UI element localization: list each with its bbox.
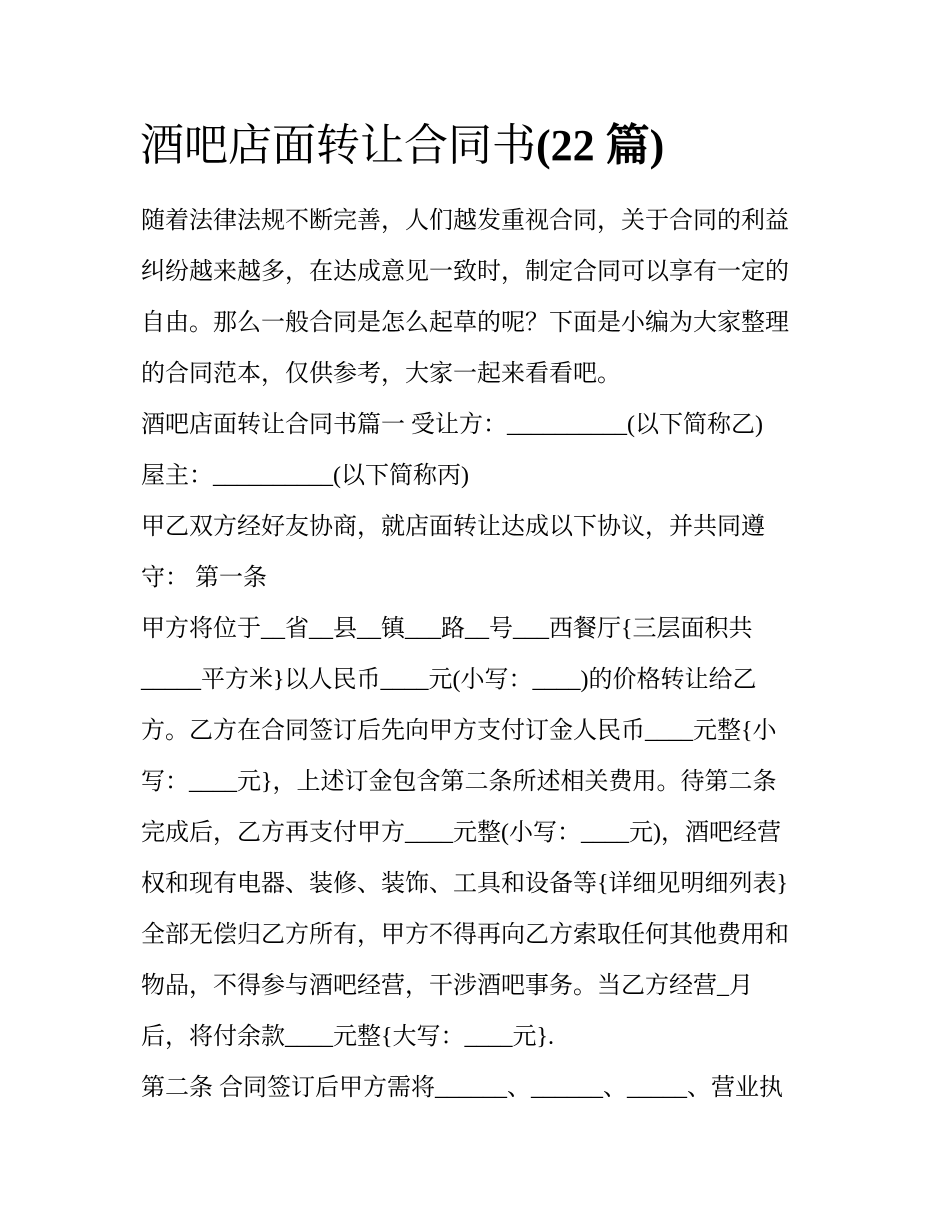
body-line: 甲乙双方经好友协商，就店面转让达成以下协议，并共同遵 [141, 514, 765, 540]
body-line: 自由。那么一般合同是怎么起草的呢？下面是小编为大家整理 [141, 310, 789, 336]
title-main-text: 酒吧店面转让合同书 [140, 121, 536, 170]
title-count-text: (22 篇) [536, 121, 665, 170]
document-body [141, 196, 816, 1114]
body-line: 甲方将位于__省__县__镇___路__号___西餐厅{三层面积共 [141, 616, 753, 642]
document-title [140, 118, 840, 174]
body-line: 纠纷越来越多，在达成意见一致时，制定合同可以享有一定的 [141, 259, 789, 285]
body-line: 物品，不得参与酒吧经营，干涉酒吧事务。当乙方经营_月 [141, 973, 753, 999]
body-line: 守： 第一条 [141, 565, 267, 591]
body-line: 写：____元}，上述订金包含第二条所述相关费用。待第二条 [141, 769, 777, 795]
body-line: 完成后，乙方再支付甲方____元整(小写：____元)，酒吧经营 [141, 820, 781, 846]
body-line: 方。乙方在合同签订后先向甲方支付订金人民币____元整{小 [141, 718, 777, 744]
body-line: 全部无偿归乙方所有，甲方不得再向乙方索取任何其他费用和 [141, 922, 789, 948]
body-line: 屋主：__________(以下简称丙) [141, 463, 469, 489]
body-line: _____平方米}以人民币____元(小写：____)的价格转让给乙 [141, 667, 757, 693]
body-line: 第二条 合同签订后甲方需将______、______、_____、营业执 [141, 1075, 783, 1101]
body-line: 的合同范本，仅供参考，大家一起来看看吧。 [141, 361, 621, 387]
body-line: 酒吧店面转让合同书篇一 受让方：__________(以下简称乙) [141, 412, 763, 438]
body-line: 权和现有电器、装修、装饰、工具和设备等{详细见明细列表} [141, 871, 789, 897]
body-line: 后，将付余款____元整{大写：____元}. [141, 1024, 555, 1050]
body-line: 随着法律法规不断完善，人们越发重视合同，关于合同的利益 [141, 208, 789, 234]
